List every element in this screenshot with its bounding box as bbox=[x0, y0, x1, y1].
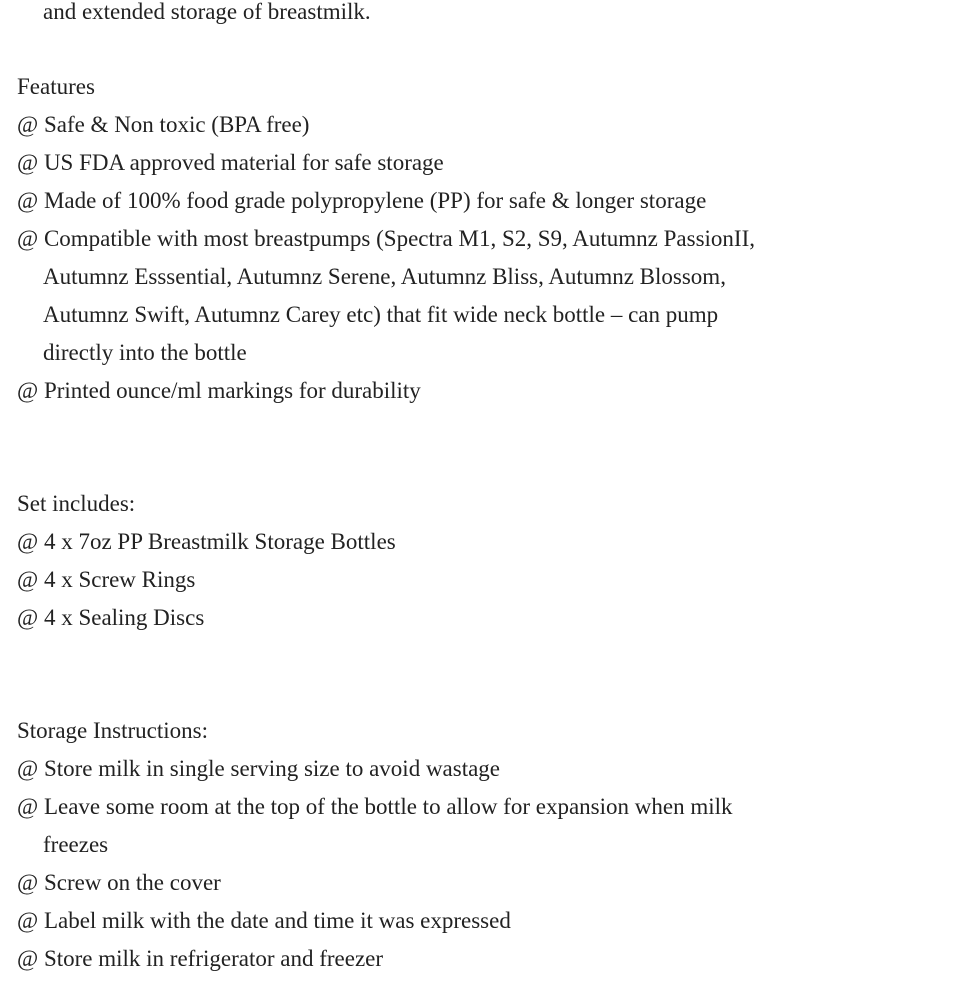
set-item-text: 4 x 7oz PP Breastmilk Storage Bottles bbox=[43, 529, 396, 554]
bullet-marker: @ bbox=[17, 756, 39, 781]
feature-item bbox=[17, 372, 917, 410]
bullet-marker: @ bbox=[17, 870, 39, 895]
instruction-item bbox=[17, 864, 917, 902]
feature-text-continued: Autumnz Swift, Autumnz Carey etc) that fit wide neck bottle – can pump bbox=[43, 302, 719, 327]
feature-text: Compatible with most breastpumps (Spectra M1, S2, S9, Autumnz PassionII, bbox=[43, 226, 755, 251]
feature-text-continued: Autumnz Esssential, Autumnz Serene, Autumnz Bliss, Autumnz Blossom, bbox=[43, 264, 726, 289]
set-item bbox=[17, 561, 917, 599]
set-includes-heading: Set includes: bbox=[17, 491, 136, 516]
instruction-text: Label milk with the date and time it was expressed bbox=[43, 908, 511, 933]
set-includes-section bbox=[17, 485, 917, 637]
feature-text: Made of 100% food grade polypropylene (PP) for safe & longer storage bbox=[43, 188, 707, 213]
spacer bbox=[17, 410, 917, 485]
bullet-marker: @ bbox=[17, 112, 39, 137]
features-heading: Features bbox=[17, 74, 95, 99]
bullet-marker: @ bbox=[17, 567, 39, 592]
instruction-item bbox=[17, 750, 917, 788]
set-item-text: 4 x Sealing Discs bbox=[43, 605, 205, 630]
spacer bbox=[17, 31, 917, 68]
intro-continuation: and extended storage of breastmilk. bbox=[43, 0, 371, 24]
instruction-item bbox=[17, 902, 917, 940]
feature-item bbox=[17, 182, 917, 220]
instruction-item bbox=[17, 940, 917, 978]
feature-text-continued: directly into the bottle bbox=[43, 340, 247, 365]
bullet-marker: @ bbox=[17, 188, 39, 213]
feature-text: Safe & Non toxic (BPA free) bbox=[43, 112, 310, 137]
instruction-text: Store milk in refrigerator and freezer bbox=[43, 946, 384, 971]
instruction-text: Screw on the cover bbox=[43, 870, 221, 895]
bullet-marker: @ bbox=[17, 605, 39, 630]
feature-item bbox=[17, 106, 917, 144]
bullet-marker: @ bbox=[17, 908, 39, 933]
instruction-text: Store milk in single serving size to avoid wastage bbox=[43, 756, 501, 781]
set-item-text: 4 x Screw Rings bbox=[43, 567, 196, 592]
bullet-marker: @ bbox=[17, 794, 39, 819]
instruction-text-continued: freezes bbox=[43, 832, 109, 857]
instruction-item bbox=[17, 788, 917, 864]
set-item bbox=[17, 523, 917, 561]
instruction-text: Leave some room at the top of the bottle to allow for expansion when milk bbox=[43, 794, 733, 819]
bullet-marker: @ bbox=[17, 529, 39, 554]
feature-item bbox=[17, 144, 917, 182]
bullet-marker: @ bbox=[17, 226, 39, 251]
bullet-marker: @ bbox=[17, 946, 39, 971]
product-description bbox=[17, 0, 917, 978]
bullet-marker: @ bbox=[17, 150, 39, 175]
set-item bbox=[17, 599, 917, 637]
storage-instructions-section bbox=[17, 712, 917, 978]
storage-instructions-heading: Storage Instructions: bbox=[17, 718, 208, 743]
feature-text: US FDA approved material for safe storage bbox=[43, 150, 444, 175]
features-section bbox=[17, 68, 917, 410]
bullet-marker: @ bbox=[17, 378, 39, 403]
feature-text: Printed ounce/ml markings for durability bbox=[43, 378, 421, 403]
feature-item bbox=[17, 220, 917, 372]
spacer bbox=[17, 637, 917, 712]
